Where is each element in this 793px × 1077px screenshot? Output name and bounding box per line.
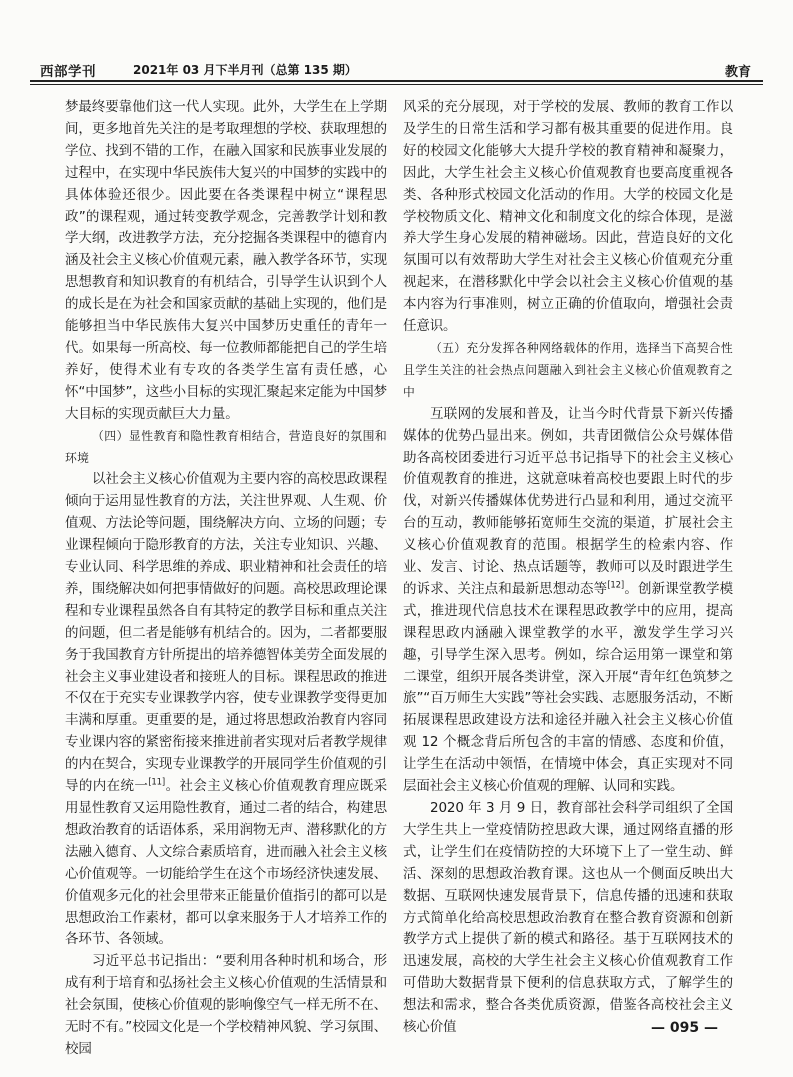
section-heading: （五）充分发挥各种网络载体的作用，选择当下高契合性且学生关注的社会热点问题融入到社会主义核心价值观教育之中: [403, 340, 733, 399]
right-column: [403, 97, 733, 1039]
reference-marker: [12]: [607, 580, 625, 591]
paragraph-text: 。创新课堂教学模式，推进现代信息技术在课程思政教学中的应用，提高课程思政内涵融入课堂教学的水平，激发学生学习兴趣，引导学生深入思考。例如，综合运用第一课堂和第二课堂，组织开展各类讲堂，深入开展“青年红色筑梦之旅”“百万师生大实践”等社会实践、志愿服务活动，不断拓展课程思政建设方法和途径并融入社会主义核心价值观 12 个概念背后所包含的丰富的情感、态度和价值，让学生在活动中领悟，在情境中体会，真正实现对不同层面社会主义核心价值观的理解、认同和实践。: [403, 580, 733, 795]
paragraph-text: 以社会主义核心价值观为主要内容的高校思政课程倾向于运用显性教育的方法，关注世界观、人生观、价值观、方法论等问题，围绕解决方向、立场的问题；专业课程倾向于隐形教育的方法，关注专业知识、兴趣、专业认同、科学思维的养成、职业精神和社会责任的培养，围绕解决如何把事情做好的问题。高校思政理论课程和专业课程虽然各自有其特定的教学目标和重点关注的问题，但二者是能够有机结合的。因为，二者都要服务于我国教育方针所提出的培养德智体美劳全面发展的社会主义事业建设者和接班人的目标。课程思政的推进不仅在于充实专业课教学内容，使专业课教学变得更加丰满和厚重。更重要的是，通过将思想政治教育内容同专业课内容的紧密衔接来推进前者实现对后者教学规律的内在契合，实现专业课教学的开展同学生价值观的引导的内在统一: [65, 471, 387, 795]
paragraph: 风采的充分展现，对于学校的发展、教师的教育工作以及学生的日常生活和学习都有极其重要的促进作用。良好的校园文化能够大大提升学校的教育精神和凝聚力，因此，大学生社会主义核心价值观教育也要高度重视各类、各种形式校园文化活动的作用。大学的校园文化是学校物质文化、精神文化和制度文化的综合体现，是滋养大学生身心发展的精神磁场。因此，营造良好的文化氛围可以有效帮助大学生对社会主义核心价值观充分重视起来，在潜移默化中学会以社会主义核心价值观的基本内容为行事准则，树立正确的价值取向，增强社会责任意识。: [403, 99, 733, 335]
paragraph: 习近平总书记指出：“要利用各种时机和场合，形成有利于培育和弘扬社会主义核心价值观的生活情景和社会氛围，使核心价值观的影响像空气一样无所不在、无时不有。”校园文化是一个学校精神风貌、学习氛围、校园: [65, 953, 387, 1057]
paragraph: [403, 404, 733, 798]
paragraph-text: 互联网的发展和普及，让当今时代背景下新兴传播媒体的优势凸显出来。例如，共青团微信公众号媒体借助各高校团委进行习近平总书记指导下的社会主义核心价值观教育的推进，这就意味着高校也要跟上时代的步伐，对新兴传播媒体优势进行凸显和利用，通过交流平台的互动，教师能够拓宽师生交流的渠道，扩展社会主义核心价值观教育的范围。根据学生的检索内容、作业、发言、讨论、热点话题等，教师可以及时跟进学生的诉求、关注点和最新思想动态等: [403, 405, 733, 597]
issue-info: 2021年 03 月下半月刊（总第 135 期）: [133, 63, 357, 77]
section-heading: （四）显性教育和隐性教育相结合，营造良好的氛围和环境: [65, 428, 387, 465]
reference-marker: [11]: [148, 777, 166, 788]
journal-masthead: 西部学刊: [40, 64, 96, 80]
paragraph: 梦最终要靠他们这一代人实现。此外，大学生在上学期间，更多地首先关注的是考取理想的学校、获取理想的学位、找到不错的工作，在融入国家和民族事业发展的过程中，在实现中华民族伟大复兴的中国梦的实践中的具体体验还很少。因此要在各类课程中树立“课程思政”的课程观，通过转变教学观念，完善教学计划和教学大纲，改进教学方法，充分挖掘各类课程中的德育内涵及社会主义核心价值观元素，融入教学各环节，实现思想教育和知识教育的有机结合，引导学生认识到个人的成长是在为社会和国家贡献的基础上实现的，他们是能够担当中华民族伟大复兴中国梦历史重任的青年一代。如果每一所高校、每一位教师都能把自己的学生培养好，使得术业有专攻的各类学生富有责任感，心怀“中国梦”，这些小目标的实现汇聚起来定能为中国梦大目标的实现贡献巨大力量。: [65, 99, 387, 422]
header-rule-thick: [30, 80, 763, 82]
page-header: [30, 52, 763, 78]
page-number: — 095 —: [651, 1020, 718, 1036]
left-column: [65, 97, 387, 1061]
paragraph-text: 。社会主义核心价值观教育理应既采用显性教育又运用隐性教育，通过二者的结合，构建思想政治教育的话语体系，采用润物无声、潜移默化的方法融入德育、人文综合素质培育，进而融入社会主义核心价值观等。一切能给学生在这个市场经济快速发展、价值观多元化的社会里带来正能量价值指引的都可以是思想政治工作素材，都可以拿来服务于人才培养工作的各环节、各领域。: [65, 778, 387, 948]
paragraph: [65, 469, 387, 951]
header-rule-thin: [30, 84, 763, 85]
paragraph: 2020 年 3 月 9 日，教育部社会科学司组织了全国大学生共上一堂疫情防控思政大课，通过网络直播的形式，让学生们在疫情防控的大环境下上了一堂生动、鲜活、深刻的思想政治教育课。这也从一个侧面反映出大数据、互联网快速发展背景下，信息传播的迅速和获取方式简单化给高校思想政治教育在整合教育资源和创新教学方式上提供了新的模式和路径。基于互联网技术的迅速发展，高校的大学生社会主义核心价值观教育工作可借助大数据背景下便利的信息获取方式，了解学生的想法和需求，整合各类优质资源，借鉴各高校社会主义核心价值: [403, 800, 733, 1036]
section-label: 教育: [724, 65, 751, 80]
